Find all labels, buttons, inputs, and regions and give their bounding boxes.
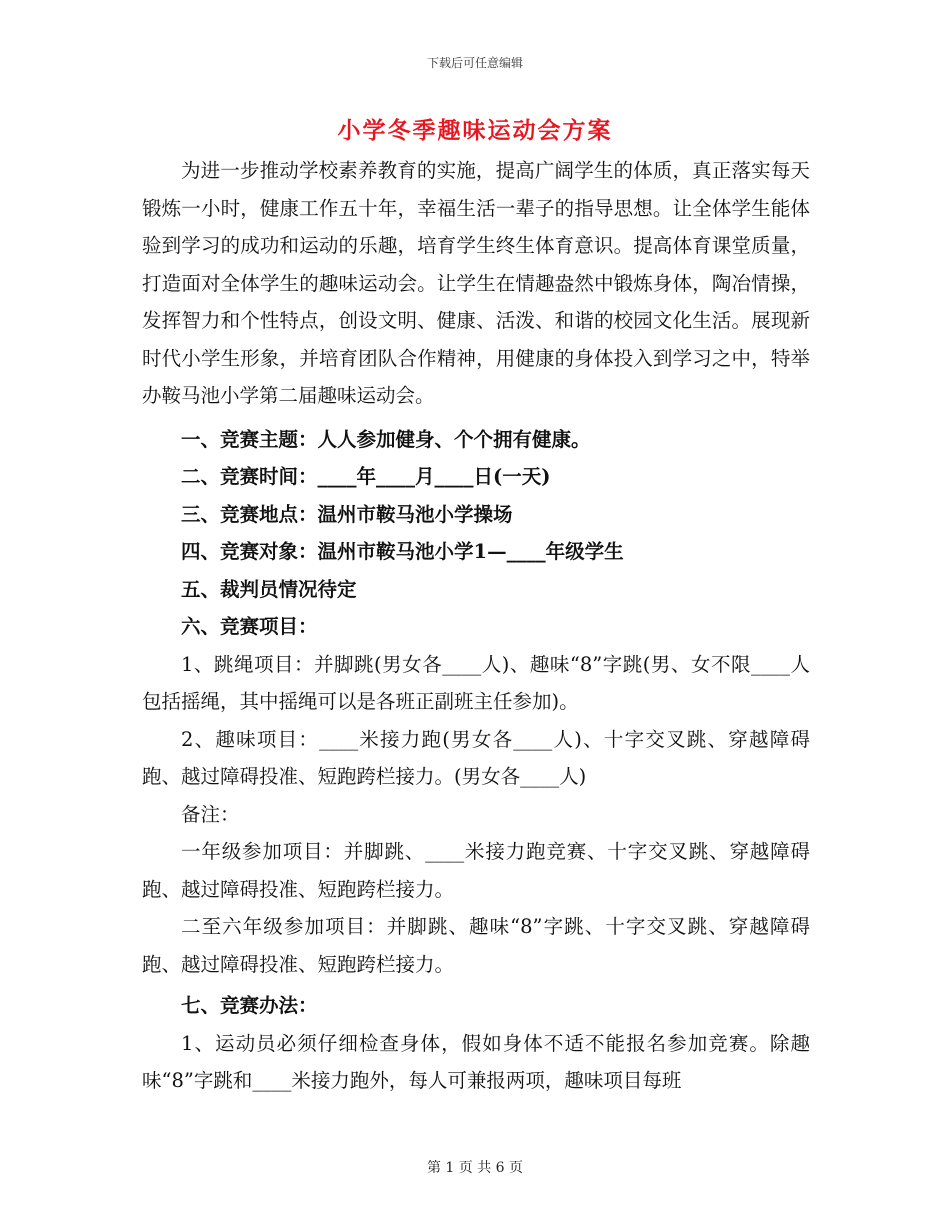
note-grade1: 一年级参加项目：并脚跳、____米接力跑竞赛、十字交叉跳、穿越障碍跑、越过障碍投准、短跑跨栏接力。 xyxy=(142,840,810,901)
section-theme: 一、竞赛主题：人人参加健身、个个拥有健康。 xyxy=(181,427,591,451)
section-referee: 五、裁判员情况待定 xyxy=(181,577,357,601)
section-target: 四、竞赛对象：温州市鞍马池小学1—____年级学生 xyxy=(181,540,624,563)
section-events: 六、竞赛项目： xyxy=(181,615,318,638)
note-label: 备注： xyxy=(181,802,240,826)
event-item-rope: 1、跳绳项目：并脚跳(男女各____人)、趣味“8”字跳(男、女不限____人包括摇绳，其中摇绳可以是各班正副班主任参加)。 xyxy=(142,652,810,713)
note-grade2to6: 二至六年级参加项目：并脚跳、趣味“8”字跳、十字交叉跳、穿越障碍跑、越过障碍投准、短跑跨栏接力。 xyxy=(142,915,810,976)
section-place: 三、竞赛地点：温州市鞍马池小学操场 xyxy=(181,502,513,526)
section-time: 二、竞赛时间：____年____月____日(一天) xyxy=(181,465,551,488)
document-title: 小学冬季趣味运动会方案 xyxy=(337,117,613,144)
intro-paragraph: 为进一步推动学校素养教育的实施，提高广阔学生的体质，真正落实每天锻炼一小时，健康工作五十年，幸福生活一辈子的指导思想。让全体学生能体验到学习的成功和运动的乐趣，培育学生终生体育意识。提高体育课堂质量，打造面对全体学生的趣味运动会。让学生在情趣盎然中锻炼身体，陶冶情操，发挥智力和个性特点，创设文明、健康、活泼、和谐的校园文化生活。展现新时代小学生形象，并培育团队合作精神，用健康的身体投入到学习之中，特举办鞍马池小学第二届趣味运动会。 xyxy=(142,159,810,407)
page-header-note: 下载后可任意编辑 xyxy=(426,56,523,70)
document-body xyxy=(142,152,810,1100)
page-footer-number: 第 1 页 共 6 页 xyxy=(426,1160,524,1176)
section-rules: 七、竞赛办法： xyxy=(181,994,318,1017)
event-item-fun: 2、趣味项目：____米接力跑(男女各____人)、十字交叉跳、穿越障碍跑、越过障碍投准、短跑跨栏接力。(男女各____人) xyxy=(142,727,810,788)
rules-item1: 1、运动员必须仔细检查身体，假如身体不适不能报名参加竞赛。除趣味“8”字跳和____米接力跑外，每人可兼报两项，趣味项目每班 xyxy=(142,1031,810,1092)
